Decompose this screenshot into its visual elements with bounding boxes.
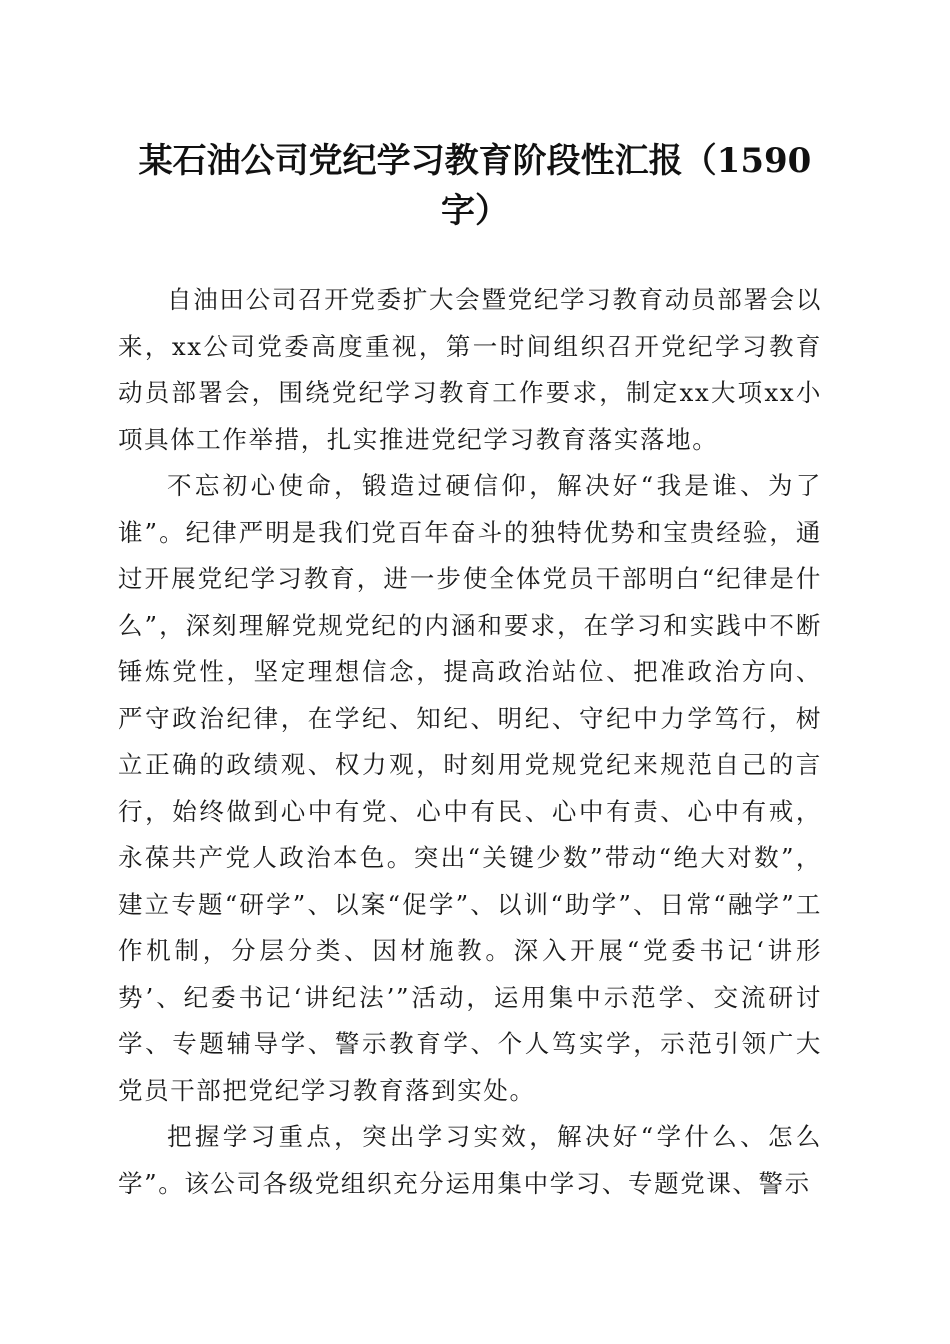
- paragraph-1: 自油田公司召开党委扩大会暨党纪学习教育动员部署会以来，xx公司党委高度重视，第一时间组织召开党纪学习教育动员部署会，围绕党纪学习教育工作要求，制定xx大项xx小项具体工作举措，扎实推进党纪学习教育落实落地。: [118, 285, 822, 454]
- document-body: [118, 277, 822, 1207]
- paragraph-3: 把握学习重点，突出学习实效，解决好“学什么、怎么学”。该公司各级党组织充分运用集中学习、专题党课、警示: [118, 1122, 822, 1198]
- document-title: 某石油公司党纪学习教育阶段性汇报（1590字）: [138, 141, 812, 231]
- paragraph-2: 不忘初心使命，锻造过硬信仰，解决好“我是谁、为了谁”。纪律严明是我们党百年奋斗的独特优势和宝贵经验，通过开展党纪学习教育，进一步使全体党员干部明白“纪律是什么”，深刻理解党规党纪的内涵和要求，在学习和实践中不断锤炼党性，坚定理想信念，提高政治站位、把准政治方向、严守政治纪律，在学纪、知纪、明纪、守纪中力学笃行，树立正确的政绩观、权力观，时刻用党规党纪来规范自己的言行，始终做到心中有党、心中有民、心中有责、心中有戒，永葆共产党人政治本色。突出“关键少数”带动“绝大对数”，建立专题“研学”、以案“促学”、以训“助学”、日常“融学”工作机制，分层分类、因材施教。深入开展“党委书记‘讲形势’、纪委书记‘讲纪法’”活动，运用集中示范学、交流研讨学、专题辅导学、警示教育学、个人笃实学，示范引领广大党员干部把党纪学习教育落到实处。: [118, 471, 822, 1105]
